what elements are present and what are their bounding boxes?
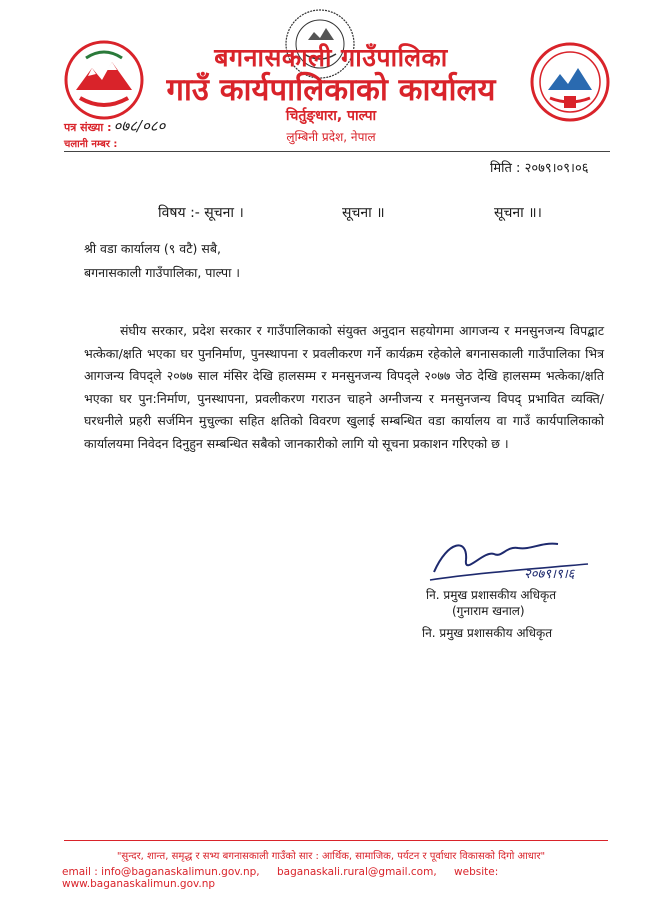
signatory-title: नि. प्रमुख प्रशासकीय अधिकृत xyxy=(422,626,553,640)
reference-label: पत्र संख्या : xyxy=(64,121,112,134)
municipality-name: बगनासकाली गाउँपालिका xyxy=(214,43,448,72)
office-location: चिर्तुङ्धारा, पाल्पा xyxy=(285,108,377,124)
footer-contact xyxy=(62,866,662,890)
notice-body: संघीय सरकार, प्रदेश सरकार र गाउँपालिकाको संयुक्त अनुदान सहयोगमा आगजन्य र मनसुनजन्य विपद्बाट भत्केका/क्षति भएका घर पुननिर्माण, पुनस्थापना र प्रवलीकरण गर्ने कार्यक्रम रहेकोले बगनासकाली गाउँपालिका भित्र आगजन्य विपद्ले २०७७ साल मंसिर देखि हालसम्म र मनसुनजन्य विपद्ले २०७७ जेठ देखि हालसम्म भत्केका/क्षति भएका घर पुन:निर्माण, पुनस्थापना, प्रवलीकरण गराउन चाहने अग्नीजन्य र मनसुनजन्य विपद् प्रभावित व्यक्ति/घरधनीले प्रहरी सर्जमिन मुचुल्का सहित क्षतिको विवरण खुलाई सम्बन्धित वडा कार्यालय वा गाउँ कार्यपालिकाको कार्यालयमा निवेदन दिनुहुन सम्बन्धित सबैको जानकारीको लागि यो सूचना प्रकाशन गरिएको छ । xyxy=(84,323,604,451)
email-secondary: baganaskali.rural@gmail.com, xyxy=(277,866,437,878)
letter-date: मिति : २०७९।०९।०६ xyxy=(490,161,589,176)
header-divider xyxy=(64,151,610,152)
stamp-title: नि. प्रमुख प्रशासकीय अधिकृत xyxy=(426,588,557,602)
signature-date: २०७९।९।६ xyxy=(524,567,575,582)
reference-value: ०७८/०८० xyxy=(113,117,166,135)
email-primary: email : info@baganaskalimun.gov.np, xyxy=(62,866,260,878)
recipient-line-2: बगनासकाली गाउँपालिका, पाल्पा । xyxy=(84,265,241,280)
handwritten-signature xyxy=(428,520,598,590)
reference-number xyxy=(64,116,165,136)
footer-divider xyxy=(64,840,608,841)
website-link: website: www.baganaskalimun.gov.np xyxy=(62,866,499,890)
subject-label: विषय :- सूचना । xyxy=(158,205,244,221)
subject-repeat-2: सूचना ॥ xyxy=(342,205,385,221)
subject-repeat-3: सूचना ॥। xyxy=(494,205,542,221)
signatory-name: (गुनाराम खनाल) xyxy=(452,604,525,618)
dispatch-number-label: चलानी नम्बर : xyxy=(64,139,118,150)
office-name: गाउँ कार्यपालिकाको कार्यालय xyxy=(166,72,496,108)
footer-motto: "सुन्दर, शान्त, समृद्ध र सभ्य बगनासकाली गाउँको सार : आर्थिक, सामाजिक, पर्यटन र पूर्वाधार विकासको दिगो आधार" xyxy=(116,851,546,862)
office-province: लुम्बिनी प्रदेश, नेपाल xyxy=(286,130,376,144)
recipient-line-1: श्री वडा कार्यालय (९ वटै) सबै, xyxy=(84,241,221,256)
